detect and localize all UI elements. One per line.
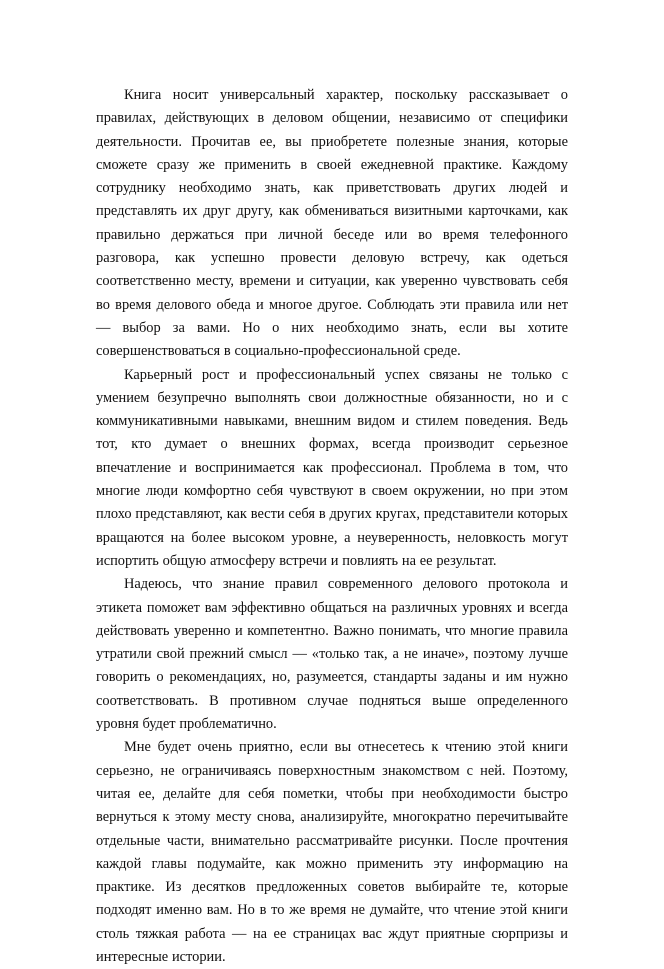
paragraph-2: Карьерный рост и профессиональный успех связаны не только с умением безупречно выполнять свои должностные обязанности, но и с коммуникативными навыками, внешним видом и стилем поведения. Ведь тот, кто думает о внешних формах, всегда производит серьезное впечатление и воспринимается как профессионал. Проблема в том, что многие люди комфортно себя чувствуют в своем окружении, но при этом плохо представляют, как вести себя в других кругах, представители которых вращаются на более высоком уровне, а неуверенность, неловкость могут испортить общую атмосферу встречи и повлиять на ее результат.: [96, 366, 568, 569]
body-text: [96, 84, 568, 969]
paragraph-4: Мне будет очень приятно, если вы отнесетесь к чтению этой книги серьезно, не ограничиваясь поверхностным знакомством с ней. Поэтому, читая ее, делайте для себя пометки, чтобы при необходимости быстро вернуться к этому месту снова, анализируйте, многократно перечитывайте отдельные части, внимательно рассматривайте рисунки. После прочтения каждой главы подумайте, как можно применить эту информацию на практике. Из десятков предложенных советов выбирайте те, которые подходят именно вам. Но в то же время не думайте, что чтение этой книги столь тяжкая работа — на ее страницах вас ждут приятные сюрпризы и интересные истории.: [96, 739, 568, 965]
paragraph-1: Книга носит универсальный характер, поскольку рассказывает о правилах, действующих в деловом общении, независимо от специфики деятельности. Прочитав ее, вы приобретете полезные знания, которые сможете сразу же применить в своей ежедневной практике. Каждому сотруднику необходимо знать, как приветствовать других людей и представлять их друг другу, как обмениваться визитными карточками, как правильно держаться при личной беседе или во время телефонного разговора, как успешно провести деловую встречу, как одеться соответственно месту, времени и ситуации, как уверенно чувствовать себя во время делового обеда и многое другое. Соблюдать эти правила или нет — выбор за вами. Но о них необходимо знать, если вы хотите совершенствоваться в социально-профессиональной среде.: [96, 87, 568, 360]
paragraph-3: Надеюсь, что знание правил современного делового протокола и этикета поможет вам эффективно общаться на различных уровнях и всегда действовать уверенно и компетентно. Важно понимать, что многие правила утратили свой прежний смысл — «только так, а не иначе», поэтому лучше говорить о рекомендациях, но, разумеется, стандарты заданы и им нужно соответствовать. В противном случае подняться выше определенного уровня будет проблематично.: [96, 576, 568, 733]
